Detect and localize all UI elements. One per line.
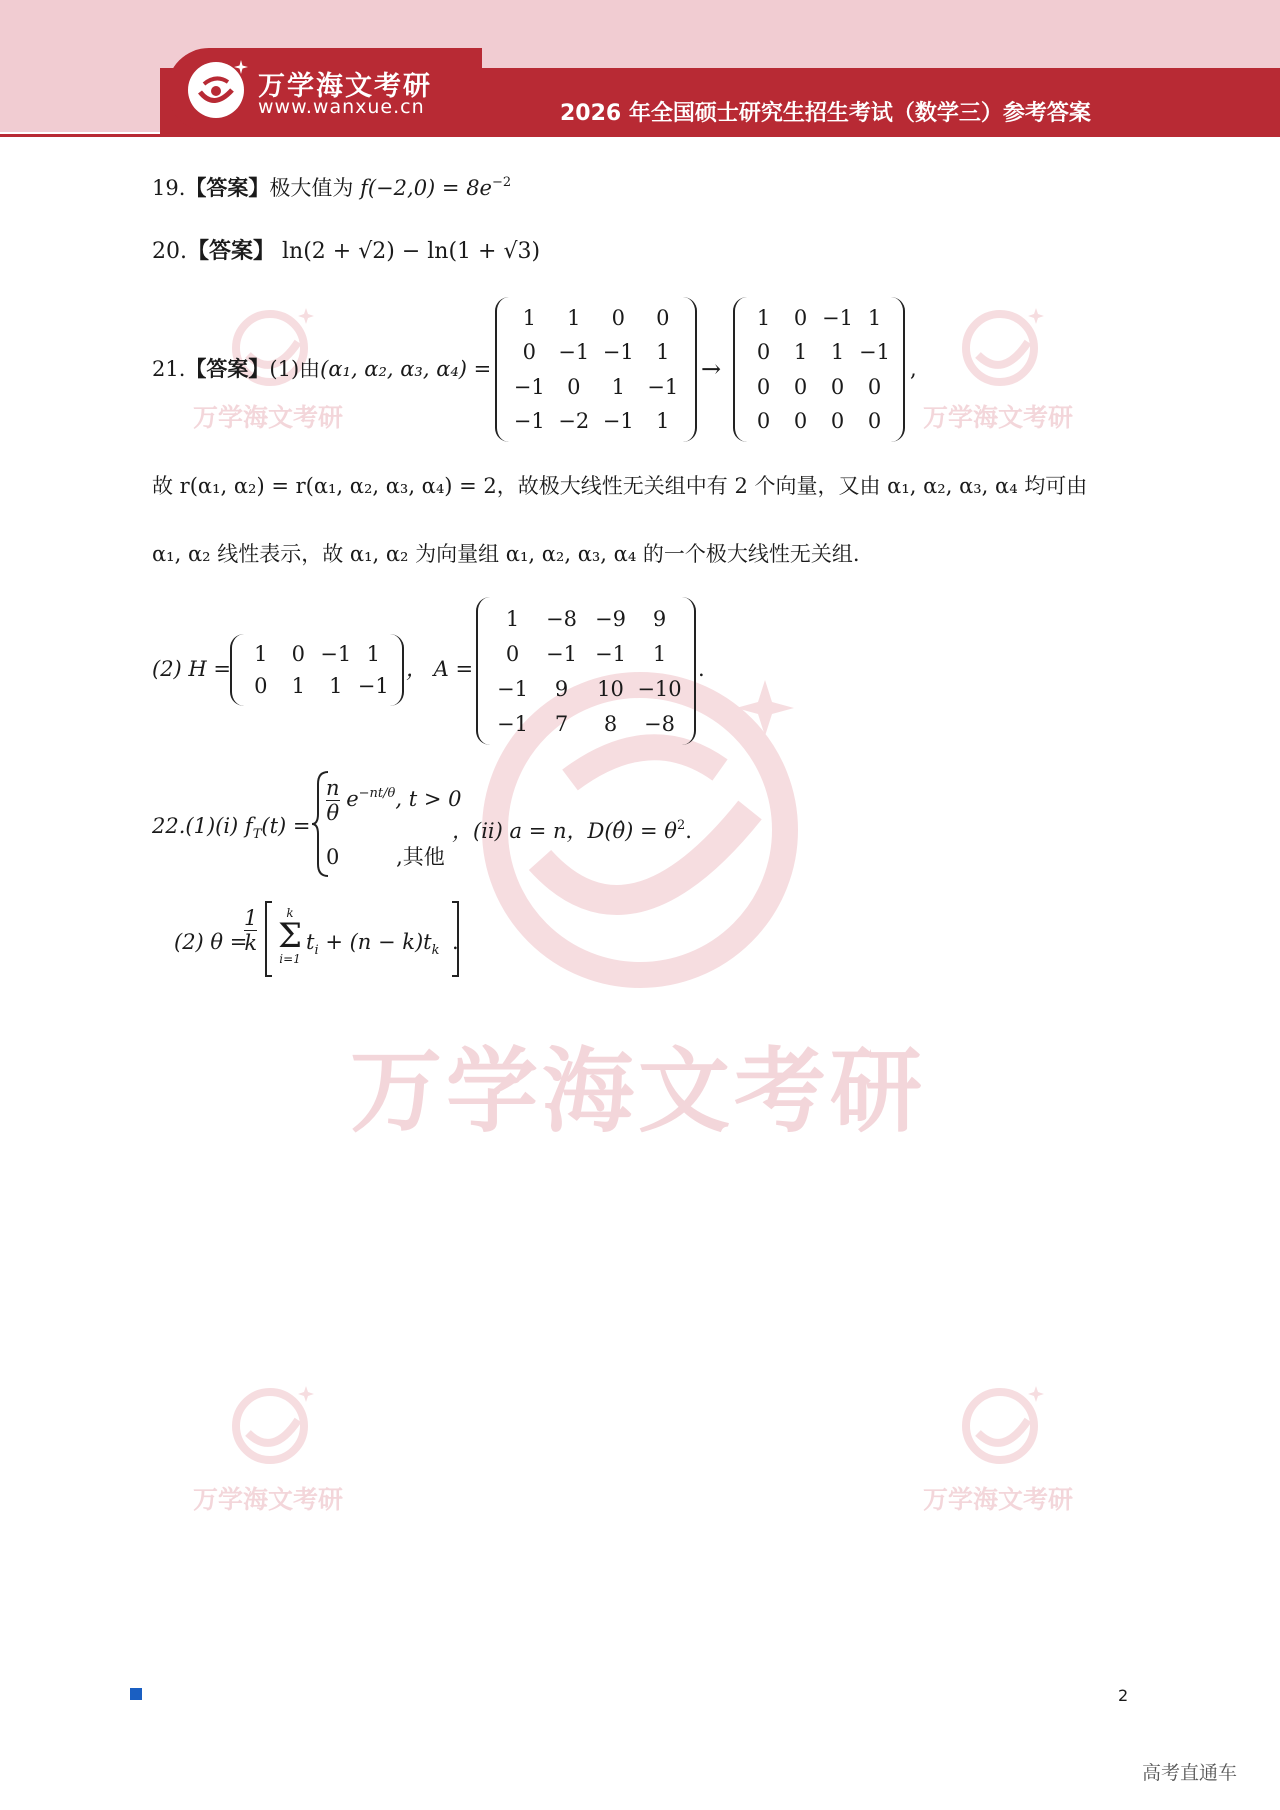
matrix-cell: 8 — [603, 711, 618, 736]
matrix-cell: −1 — [320, 642, 352, 666]
matrix-cell: 1 — [793, 340, 808, 365]
matrix-cell: 1 — [329, 674, 343, 698]
matrix-cell: −2 — [558, 408, 590, 433]
matrix-cell: 1 — [567, 306, 581, 331]
matrix-cell: −1 — [822, 306, 853, 331]
matrix-cell: 1 — [254, 642, 268, 666]
sigma-symbol: Σ — [277, 916, 303, 956]
watermark-text-small: 万学海文考研 — [193, 1485, 344, 1514]
matrix-cell: 1 — [656, 408, 670, 433]
matrix-cell: −1 — [558, 340, 590, 365]
matrix-cell: 0 — [830, 408, 845, 433]
matrix-cell: −8 — [546, 606, 577, 631]
star-icon — [234, 60, 248, 74]
brand-url: www.wanxue.cn — [258, 96, 425, 118]
matrix-cell: −1 — [357, 674, 389, 698]
answer-22-part2: (2) θ = — [174, 930, 248, 954]
matrix-cell: 1 — [505, 606, 520, 631]
matrix-end-period: . — [698, 657, 705, 681]
matrix-cell: 1 — [291, 674, 305, 698]
matrix-cell: −1 — [647, 374, 679, 399]
answer-prefix: 极大值为 — [269, 176, 354, 200]
watermark-text-center: 万学海文考研 — [350, 1038, 927, 1145]
matrix-a-answer — [476, 597, 696, 745]
matrix-cell: 0 — [867, 374, 882, 399]
matrix-cell: −1 — [595, 641, 626, 666]
matrix-cell: 0 — [505, 641, 520, 666]
answer-tag: 【答案】 — [185, 176, 270, 200]
matrix-cell: −1 — [602, 408, 634, 433]
matrix-cell: −10 — [637, 676, 682, 701]
watermark-text-small: 万学海文考研 — [923, 403, 1074, 432]
matrix-cell: 0 — [756, 408, 771, 433]
watermark-text-small: 万学海文考研 — [923, 1485, 1074, 1514]
h-label: (2) H = — [152, 657, 232, 681]
summation: k Σ i=1 — [277, 906, 303, 966]
watermark-logo-small — [958, 1378, 1048, 1468]
matrix-cell: 9 — [652, 606, 667, 631]
question-number: 21. — [152, 357, 186, 381]
matrix-cell: 0 — [756, 374, 771, 399]
matrix-h — [230, 634, 404, 706]
page-number: 2 — [1118, 1686, 1129, 1705]
answer-19 — [152, 169, 511, 202]
piecewise-case-2: 0 ,其他 — [326, 845, 445, 869]
row-reduce-arrow: → — [701, 355, 722, 383]
question-number: 19. — [152, 176, 186, 200]
answer-21-line2: 故 r(α₁, α₂) = r(α₁, α₂, α₃, α₄) = 2，故极大线性无关组中有 2 个向量，又由 α₁, α₂, α₃, α₄ 均可由 — [152, 474, 1088, 498]
answer-21-part2 — [152, 655, 231, 683]
answer-exponent: −2 — [491, 175, 512, 190]
estimator-body: $t_i + (n - k)t_k$ — [306, 930, 440, 958]
answer-tag: 【答案】 — [185, 357, 270, 381]
matrix-cell: 1 — [366, 642, 380, 666]
matrix-cell: 1 — [611, 374, 625, 399]
watermark-text-small: 万学海文考研 — [193, 403, 344, 432]
a-label: ， A = — [406, 657, 474, 681]
matrix-cell: 0 — [867, 408, 882, 433]
matrix-cell: −8 — [644, 711, 675, 736]
matrix-cell: 0 — [756, 340, 771, 365]
matrix-a-answer-cells — [488, 601, 684, 741]
matrix-cell: −1 — [513, 408, 545, 433]
matrix-a — [495, 297, 697, 442]
matrix-reduced — [733, 297, 905, 442]
matrix-cell: 0 — [291, 642, 305, 666]
answer-tag: 【答案】 — [187, 239, 276, 264]
matrix-cell: 0 — [830, 374, 845, 399]
matrix-cell: 0 — [656, 306, 670, 331]
matrix-cell: −9 — [595, 606, 626, 631]
matrix-cell: −1 — [602, 340, 634, 365]
vector-group: (α₁, α₂, α₃, α₄) = — [320, 357, 492, 381]
question-number: 20. — [152, 239, 187, 264]
watermark-logo-small — [958, 300, 1048, 390]
matrix-cell: −1 — [497, 676, 528, 701]
matrix-cell: 1 — [522, 306, 536, 331]
watermark-logo-small — [228, 1378, 318, 1468]
answer-22-ii: ，(ii) a = n，D(θ̂) = $\theta^2$. — [452, 818, 692, 843]
part-label: (1)由 — [269, 357, 321, 381]
matrix-cell: 0 — [611, 306, 625, 331]
matrix-cell: 0 — [567, 374, 581, 399]
matrix-cell: 1 — [830, 340, 845, 365]
matrix-cell: 1 — [867, 306, 882, 331]
brand-name: 万学海文考研 — [258, 71, 432, 102]
estimator-end: . — [452, 930, 459, 954]
matrix-cell: 10 — [597, 676, 624, 701]
matrix-a-cells — [507, 301, 685, 438]
matrix-cell: 0 — [522, 340, 536, 365]
corner-watermark: 高考直通车 — [1142, 1762, 1238, 1784]
footer-marker — [130, 1688, 142, 1700]
answer-22-lead: 22.(1)(i) $f_T(t)$ = — [152, 814, 311, 842]
matrix-cell: 7 — [554, 711, 569, 736]
matrix-cell: 1 — [652, 641, 667, 666]
header-divider — [0, 134, 1280, 137]
matrix-cell: −1 — [859, 340, 890, 365]
matrix-comma: , — [910, 357, 917, 381]
answer-20 — [152, 238, 540, 266]
matrix-reduced-cells — [745, 301, 893, 438]
matrix-cell: 1 — [756, 306, 771, 331]
answer-21-lead — [152, 355, 491, 383]
matrix-h-cells — [242, 638, 392, 702]
matrix-cell: 0 — [793, 306, 808, 331]
answer-expression: f(−2,0) = 8e — [360, 176, 492, 200]
matrix-cell: 0 — [793, 408, 808, 433]
matrix-cell: 9 — [554, 676, 569, 701]
matrix-cell: 1 — [656, 340, 670, 365]
matrix-cell: −1 — [513, 374, 545, 399]
matrix-cell: −1 — [497, 711, 528, 736]
matrix-cell: 0 — [793, 374, 808, 399]
answer-expression: ln(2 + √2) − ln(1 + √3) — [282, 239, 541, 264]
document-title: 2026 年全国硕士研究生招生考试（数学三）参考答案 — [560, 101, 1091, 126]
piecewise-case-1: $\frac{n}{\theta}$ $e^{-nt/\theta}$, t > 0 — [326, 776, 462, 825]
estimator-fraction: $\frac{1}{k}$ — [244, 906, 258, 955]
matrix-cell: −1 — [546, 641, 577, 666]
matrix-cell: 0 — [254, 674, 268, 698]
answer-21-line3: α₁, α₂ 线性表示，故 α₁, α₂ 为向量组 α₁, α₂, α₃, α₄ 的一个极大线性无关组. — [152, 542, 860, 566]
